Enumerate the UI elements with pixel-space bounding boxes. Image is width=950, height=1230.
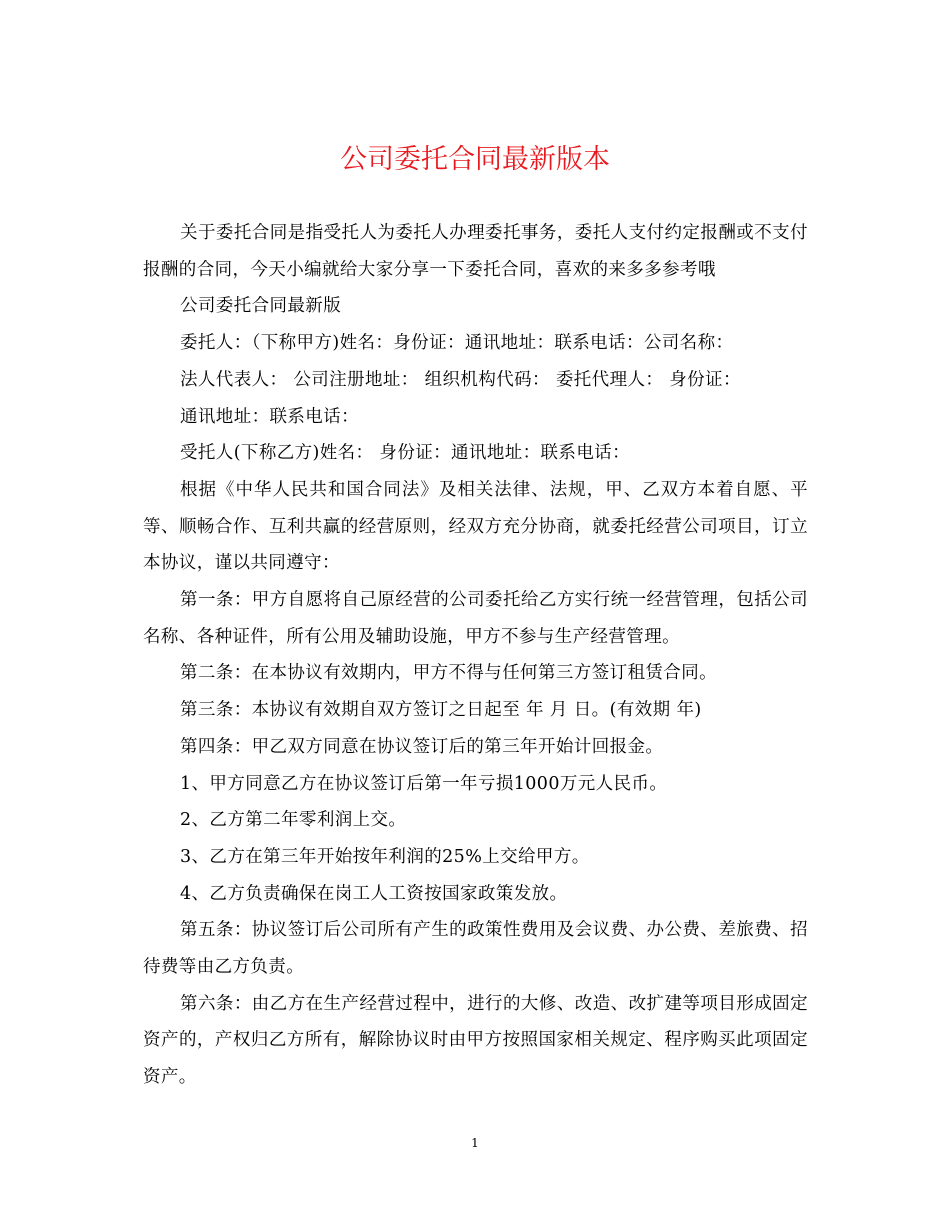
paragraph-item-1: 1、甲方同意乙方在协议签订后第一年亏损1000万元人民币。: [180, 773, 668, 794]
paragraph-principal: 委托人：（下称甲方)姓名：身份证：通讯地址：联系电话：公司名称：: [180, 333, 734, 354]
paragraph-intro: 关于委托合同是指受托人为委托人办理委托事务，委托人支付约定报酬或不支付报酬的合同，今天小编就给大家分享一下委托合同，喜欢的来多多参考哦: [143, 223, 808, 280]
paragraph-article-1: 第一条：甲方自愿将自己原经营的公司委托给乙方实行统一经营管理，包括公司名称、各种证件，所有公用及辅助设施，甲方不参与生产经营管理。: [143, 590, 808, 647]
paragraph-item-4: 4、乙方负责确保在岗工人工资按国家政策发放。: [180, 883, 568, 904]
document-body: [143, 215, 808, 1096]
paragraph-article-2: 第二条：在本协议有效期内，甲方不得与任何第三方签订租赁合同。: [180, 663, 717, 684]
page-number: 1: [471, 1136, 479, 1150]
document-title: 公司委托合同最新版本: [340, 144, 610, 175]
paragraph-item-2: 2、乙方第二年零利润上交。: [180, 810, 407, 831]
paragraph-article-5: 第五条：协议签订后公司所有产生的政策性费用及会议费、办公费、差旅费、招待费等由乙方负责。: [143, 920, 808, 978]
paragraph-item-3: 3、乙方在第三年开始按年利润的25%上交给甲方。: [180, 846, 590, 867]
paragraph-agent: 受托人(下称乙方)姓名： 身份证：通讯地址：联系电话：: [180, 443, 631, 464]
paragraph-article-6: 第六条：由乙方在生产经营过程中，进行的大修、改造、改扩建等项目形成固定资产的，产权归乙方所有，解除协议时由甲方按照国家相关规定、程序购买此项固定资产。: [143, 993, 808, 1088]
paragraph-basis: 根据《中华人民共和国合同法》及相关法律、法规，甲、乙双方本着自愿、平等、顺畅合作、互利共赢的经营原则，经双方充分协商，就委托经营公司项目，订立本协议，谨以共同遵守：: [143, 479, 808, 574]
paragraph-article-3: 第三条：本协议有效期自双方签订之日起至 年 月 日。(有效期 年): [180, 700, 702, 721]
paragraph-subtitle: 公司委托合同最新版: [180, 296, 342, 317]
paragraph-article-4: 第四条：甲乙双方同意在协议签订后的第三年开始计回报金。: [180, 736, 664, 757]
paragraph-contact: 通讯地址：联系电话：: [180, 406, 359, 427]
paragraph-legal-rep: 法人代表人： 公司注册地址： 组织机构代码： 委托代理人： 身份证：: [180, 369, 741, 390]
